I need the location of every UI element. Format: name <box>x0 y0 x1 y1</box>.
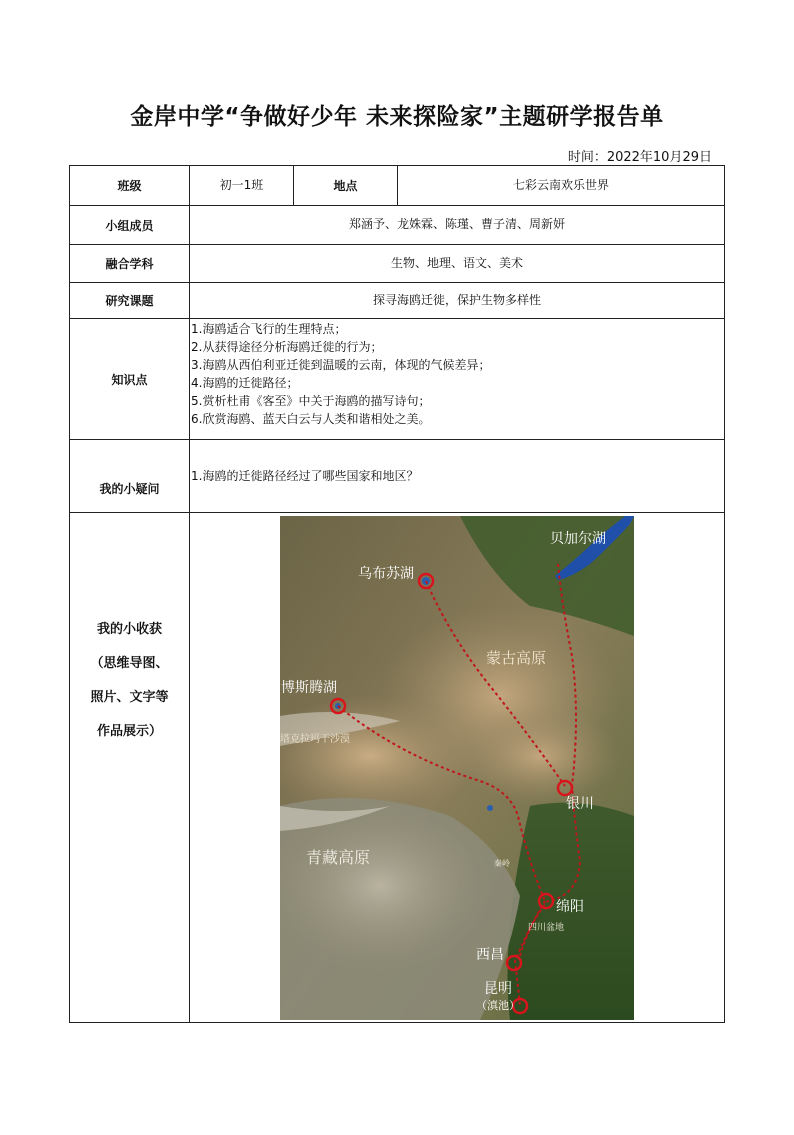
label-bosten: 博斯腾湖 <box>281 680 337 696</box>
knowledge-item: 3.海鸥从西伯利亚迁徙到温暖的云南，体现的气候差异； <box>191 358 491 372</box>
subjects-label: 融合学科 <box>70 245 190 283</box>
page-title: 金岸中学“争做好少年 未来探险家”主题研学报告单 <box>130 104 664 130</box>
knowledge-item: 6.欣赏海鸥、蓝天白云与人类和谐相处之美。 <box>191 412 431 426</box>
row-knowledge <box>70 319 725 440</box>
class-label: 班级 <box>70 166 190 206</box>
knowledge-item: 2.从获得途径分析海鸥迁徙的行为； <box>191 340 383 354</box>
migration-map <box>280 516 634 1020</box>
harvest-label-line: 作品展示） <box>96 724 162 739</box>
label-xichang: 西昌 <box>476 947 504 963</box>
row-class <box>70 166 725 206</box>
report-date: 时间：2022年10月29日 <box>567 150 712 165</box>
label-ubsu: 乌布苏湖 <box>358 566 414 582</box>
class-value: 初一1班 <box>190 166 294 206</box>
row-members <box>70 206 725 245</box>
harvest-label-line: 照片、文字等 <box>90 690 169 705</box>
knowledge-label: 知识点 <box>70 319 190 440</box>
label-kunming: 昆明 <box>484 981 512 997</box>
location-label: 地点 <box>294 166 398 206</box>
map-lake <box>487 805 493 811</box>
topic-label: 研究课题 <box>70 283 190 319</box>
row-question <box>70 440 725 513</box>
label-dianchi: （滇池） <box>476 999 520 1012</box>
row-topic <box>70 283 725 319</box>
label-yinchuan: 银川 <box>566 796 594 812</box>
row-harvest <box>70 513 725 1023</box>
label-qinling: 秦岭 <box>494 859 510 868</box>
knowledge-item: 1.海鸥适合飞行的生理特点； <box>191 322 347 336</box>
label-sichuan-basin: 四川盆地 <box>528 923 565 933</box>
question-value: 1.海鸥的迁徙路径经过了哪些国家和地区？ <box>190 440 725 513</box>
harvest-content <box>190 513 725 1023</box>
location-value: 七彩云南欢乐世界 <box>398 166 725 206</box>
harvest-label <box>70 513 190 1023</box>
map-plateau-2 <box>460 706 620 806</box>
label-mianyang: 绵阳 <box>556 899 584 915</box>
label-qinghai-tibet: 青藏高原 <box>306 848 371 867</box>
harvest-label-line: 我的小收获 <box>96 622 162 637</box>
knowledge-item: 5.赏析杜甫《客至》中关于海鸥的描写诗句； <box>191 394 431 408</box>
question-label: 我的小疑问 <box>70 440 190 513</box>
members-label: 小组成员 <box>70 206 190 245</box>
topic-value: 探寻海鸥迁徙，保护生物多样性 <box>190 283 725 319</box>
label-taklamakan: 塔克拉玛干沙漠 <box>280 734 350 745</box>
label-baikal: 贝加尔湖 <box>550 531 606 547</box>
row-subjects <box>70 245 725 283</box>
migration-map-image <box>280 516 634 1020</box>
report-table <box>69 165 725 1023</box>
label-mongolia: 蒙古高原 <box>486 649 547 667</box>
harvest-label-line: （思维导图、 <box>90 656 169 671</box>
subjects-value: 生物、地理、语文、美术 <box>190 245 725 283</box>
knowledge-list <box>190 319 725 440</box>
members-value: 郑涵予、龙姝霖、陈瑾、曹子清、周新妍 <box>190 206 725 245</box>
knowledge-item: 4.海鸥的迁徙路径； <box>191 376 299 390</box>
